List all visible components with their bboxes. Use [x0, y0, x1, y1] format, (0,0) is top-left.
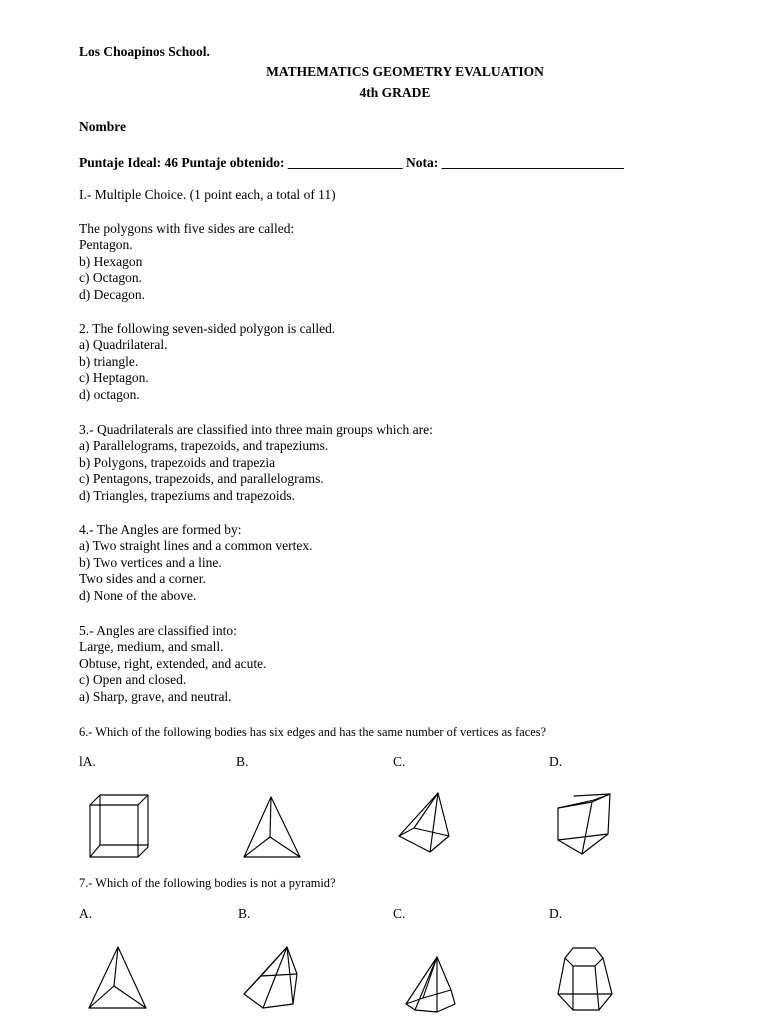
triangular-pyramid-figure — [241, 795, 303, 861]
answer-option: c) Octagon. — [79, 270, 142, 286]
answer-option: b) Two vertices and a line. — [79, 554, 222, 570]
answer-option: d) None of the above. — [79, 587, 197, 603]
q6-option-b: B. — [236, 754, 249, 769]
answer-option: c) Open and closed. — [79, 672, 187, 688]
square-pyramid-figure — [396, 790, 452, 854]
answer-option: b) Polygons, trapezoids and trapezia — [79, 454, 276, 470]
answer-option: c) Pentagons, trapezoids, and parallelograms. — [79, 471, 324, 487]
answer-option: a) Two straight lines and a common vertex. — [79, 538, 313, 554]
cube-figure — [86, 791, 156, 861]
question-6-text: 6.- Which of the following bodies has six edges and has the same number of vertices as faces? — [79, 725, 547, 739]
name-label: Nombre — [79, 119, 126, 134]
answer-option: d) Decagon. — [79, 286, 145, 302]
q7-option-d: D. — [549, 906, 563, 921]
question-text: 2. The following seven-sided polygon is called. — [79, 321, 336, 336]
question-3 — [79, 422, 433, 504]
question-text: 3.- Quadrilaterals are classified into three main groups which are: — [79, 422, 433, 437]
answer-option: d) octagon. — [79, 386, 140, 402]
question-text: 4.- The Angles are formed by: — [79, 522, 242, 537]
question-4 — [79, 522, 313, 604]
answer-option: a) Parallelograms, trapezoids, and trapeziums. — [79, 438, 329, 454]
answer-option: Obtuse, right, extended, and acute. — [79, 655, 267, 671]
answer-option: Pentagon. — [79, 237, 133, 253]
q7-option-a: A. — [79, 906, 93, 921]
q6-option-c: C. — [393, 754, 406, 769]
answer-option: d) Triangles, trapeziums and trapezoids. — [79, 487, 295, 503]
answer-option: c) Heptagon. — [79, 370, 149, 386]
cone-pyramid-figure — [403, 954, 459, 1014]
question-2 — [79, 321, 335, 403]
q7-option-c: C. — [393, 906, 406, 921]
frustum-figure — [555, 944, 615, 1014]
answer-option: Large, medium, and small. — [79, 639, 224, 655]
question-5 — [79, 623, 266, 705]
answer-option: a) Quadrilateral. — [79, 337, 168, 353]
answer-option: Two sides and a corner. — [79, 571, 206, 587]
q6-option-d: D. — [549, 754, 563, 769]
evaluation-title: MATHEMATICS GEOMETRY EVALUATION — [266, 64, 544, 79]
grade-label: 4th GRADE — [359, 85, 431, 100]
answer-option: b) Hexagon — [79, 253, 143, 269]
question-7-text: 7.- Which of the following bodies is not a pyramid? — [79, 876, 336, 890]
section-heading: I.- Multiple Choice. (1 point each, a total of 11) — [79, 187, 336, 202]
question-text: The polygons with five sides are called: — [79, 221, 295, 236]
answer-option: b) triangle. — [79, 353, 139, 369]
q6-option-a: lA. — [79, 754, 96, 769]
question-1 — [79, 221, 294, 303]
prism-figure — [552, 792, 614, 858]
answer-option: a) Sharp, grave, and neutral. — [79, 688, 232, 704]
question-text: 5.- Angles are classified into: — [79, 623, 237, 638]
tetrahedron-figure — [86, 944, 148, 1012]
score-line: Puntaje Ideal: 46 Puntaje obtenido: _________________ Nota: ___________________________ — [79, 155, 624, 170]
pentagonal-pyramid-figure — [241, 944, 303, 1012]
q7-option-b: B. — [238, 906, 251, 921]
school-name: Los Choapinos School. — [79, 44, 210, 59]
